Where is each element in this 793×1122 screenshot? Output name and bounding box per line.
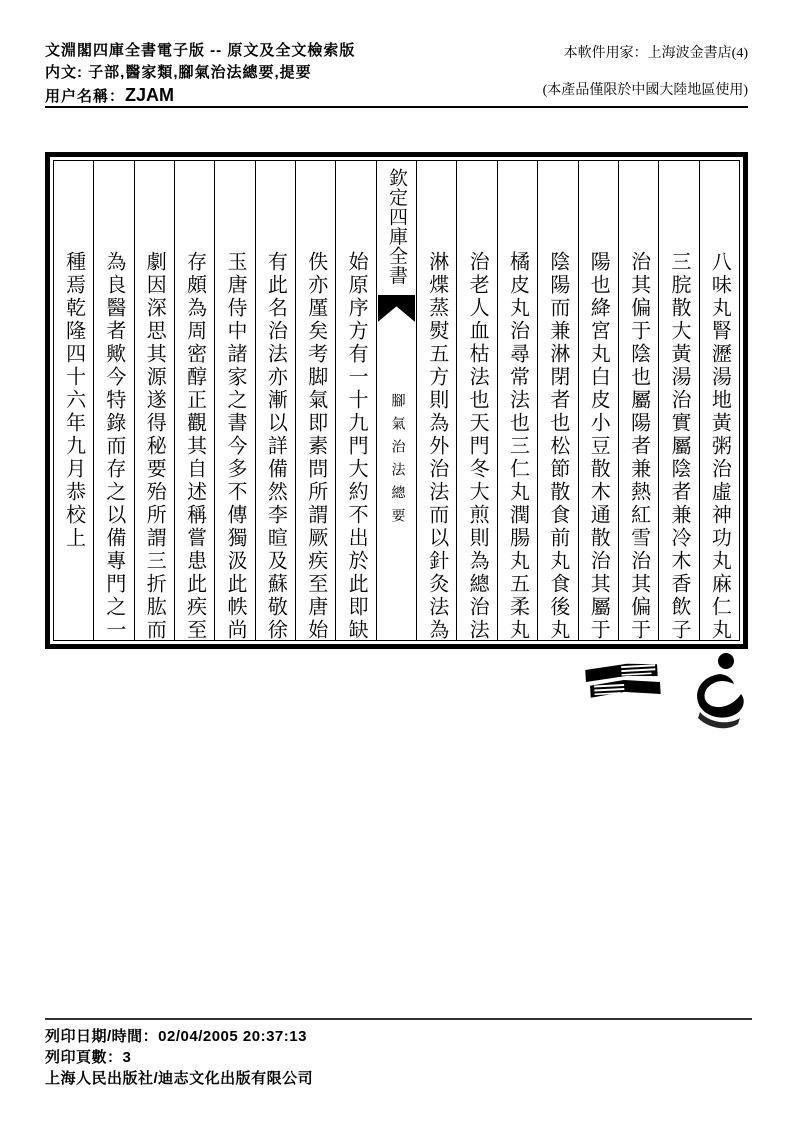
book-title-wrap: [377, 393, 416, 531]
series-title: 欽定四庫全書: [385, 168, 407, 285]
text-column: 治其偏于陰也屬陽者兼熱紅雪治其偏于: [618, 161, 658, 640]
text-column: 陰陽而兼淋閉者也松節散食前丸食後丸: [537, 161, 577, 640]
footer-divider: [45, 1018, 752, 1020]
footer: [45, 1026, 313, 1089]
restriction-line: (本產品僅限於中國大陸地區使用): [542, 83, 748, 98]
stacked-books-icon: [584, 660, 662, 711]
text-column: 種焉乾隆四十六年九月恭校上: [62, 251, 85, 550]
app-title: 文淵閣四庫全書電子版 -- 原文及全文檢索版: [45, 42, 356, 59]
text-column: 玉唐侍中諸家之書今多不傳獨汲此帙尚: [214, 161, 254, 640]
user-name-value: ZJAM: [125, 85, 175, 105]
content-breadcrumb: 内文: 子部,醫家類,腳氣治法總要,提要: [45, 64, 312, 81]
book-page-frame: [45, 152, 748, 649]
text-column: 淋煠蒸熨五方則為外治法而以針灸法為: [416, 161, 456, 640]
text-column: 為良醫者歟今特錄而存之以備專門之一: [93, 161, 133, 640]
calligraphy-circle-icon: [686, 650, 748, 739]
user-name-label: 用户名稱：: [45, 88, 126, 105]
user-name-line: [45, 84, 355, 108]
header-right: [543, 46, 748, 99]
text-column: 治老人血枯法也天門冬大煎則為總治法: [456, 161, 496, 640]
text-column: 劇因深思其源遂得秘要殆所謂三折肱而: [134, 161, 174, 640]
text-column: 存頗為周密醇正觀其自述稱嘗患此疾至: [174, 161, 214, 640]
text-column: 始原序方有一十九門大約不出於此即缺: [335, 161, 375, 640]
print-page-count: 列印頁數：3: [45, 1049, 132, 1066]
text-column: 陽也絳宮丸白皮小豆散木通散治其屬于: [578, 161, 618, 640]
text-column: 三脘散大黃湯治實屬陰者兼冷木香飲子: [658, 161, 698, 640]
publisher: 上海人民出版社/迪志文化出版有限公司: [45, 1070, 314, 1087]
print-datetime: 列印日期/時間：02/04/2005 20:37:13: [45, 1028, 307, 1045]
text-column: 有此名治法亦漸以詳備然李暄及蘇敬徐: [255, 161, 295, 640]
book-title: 腳氣治法總要: [389, 393, 405, 531]
center-title-column: [376, 161, 416, 640]
header-divider: [45, 106, 748, 108]
header-left: [45, 40, 355, 108]
text-column: 橘皮丸治尋常法也三仁丸潤腸丸五柔丸: [497, 161, 537, 640]
text-column: 八味丸腎瀝湯地黃粥治虛神功丸麻仁丸: [699, 161, 739, 640]
licensee-line: 本軟件用家：上海波金書店(4): [563, 46, 748, 61]
book-page-columns: [53, 160, 740, 641]
text-column: 佚亦厪矣考脚氣即素問所謂厥疾至唐始: [295, 161, 335, 640]
